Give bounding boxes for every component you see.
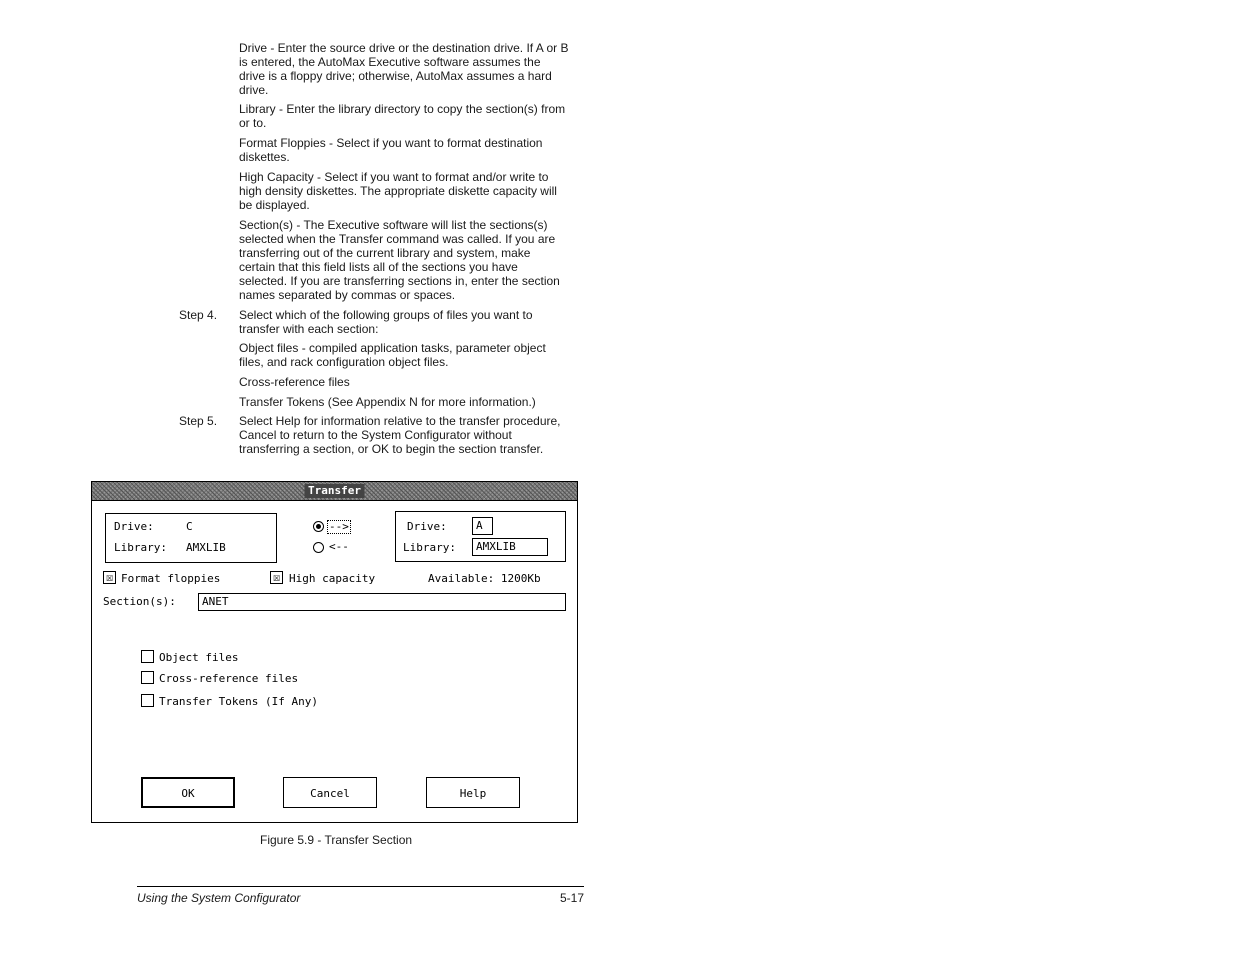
dialog-title: Transfer bbox=[304, 484, 365, 498]
ok-button[interactable]: OK bbox=[141, 777, 235, 808]
high-capacity-label[interactable]: High capacity bbox=[289, 572, 376, 585]
cancel-button[interactable]: Cancel bbox=[283, 777, 377, 808]
library-description: Library - Enter the library directory to copy the section(s) from or to. bbox=[239, 102, 566, 130]
source-library-value: AMXLIB bbox=[186, 541, 226, 554]
cross-reference-files-label[interactable]: Cross-reference files bbox=[159, 672, 299, 685]
footer-chapter-title: Using the System Configurator bbox=[137, 891, 301, 905]
source-group bbox=[105, 513, 277, 563]
high-capacity-checkbox[interactable]: ☒ bbox=[270, 571, 283, 584]
sections-description: Section(s) - The Executive software will list the sections(s) selected when the Transfer command was called. If you are transferring out of the current library and system, make certain that this field lists all of the sections you have selected. If you are transferring sections in, enter the section names separated by commas or spaces. bbox=[239, 218, 560, 302]
object-files-checkbox[interactable] bbox=[141, 650, 154, 663]
footer-rule bbox=[137, 886, 584, 887]
step-4-label: Step 4. bbox=[179, 308, 218, 322]
destination-drive-input[interactable]: A bbox=[472, 517, 493, 535]
high-capacity-description: High Capacity - Select if you want to format and/or write to high density diskettes. The appropriate diskette capacity will be displayed. bbox=[239, 170, 557, 212]
format-floppies-label[interactable]: Format floppies bbox=[121, 572, 221, 585]
sections-input[interactable]: ANET bbox=[198, 593, 566, 611]
destination-drive-label: Drive: bbox=[407, 520, 447, 533]
destination-library-input[interactable]: AMXLIB bbox=[472, 538, 548, 556]
direction-forward-label[interactable]: --> bbox=[329, 520, 349, 533]
cross-reference-description: Cross-reference files bbox=[239, 375, 350, 389]
drive-description: Drive - Enter the source drive or the destination drive. If A or B is entered, the AutoMax Executive software assumes the drive is a floppy drive; otherwise, AutoMax assumes a hard drive. bbox=[239, 41, 569, 97]
direction-forward-radio[interactable] bbox=[313, 521, 324, 532]
direction-backward-radio[interactable] bbox=[313, 542, 324, 553]
format-floppies-checkbox[interactable]: ☒ bbox=[103, 571, 116, 584]
step-4-text: Select which of the following groups of files you want to transfer with each section: bbox=[239, 308, 533, 336]
direction-backward-label[interactable]: <-- bbox=[329, 540, 349, 553]
object-files-label[interactable]: Object files bbox=[159, 651, 239, 664]
step-5-label: Step 5. bbox=[179, 414, 218, 428]
cross-reference-files-checkbox[interactable] bbox=[141, 671, 154, 684]
transfer-tokens-checkbox[interactable] bbox=[141, 694, 154, 707]
destination-library-label: Library: bbox=[403, 541, 456, 554]
source-library-label: Library: bbox=[114, 541, 167, 554]
source-drive-value: C bbox=[186, 520, 193, 533]
transfer-tokens-description: Transfer Tokens (See Appendix N for more information.) bbox=[239, 395, 536, 409]
object-files-description: Object files - compiled application tasks, parameter object files, and rack configuration object files. bbox=[239, 341, 546, 369]
transfer-dialog bbox=[91, 481, 578, 823]
page-number: 5-17 bbox=[559, 891, 584, 905]
source-drive-label: Drive: bbox=[114, 520, 154, 533]
step-5-text: Select Help for information relative to the transfer procedure, Cancel to return to the System Configurator without transferring a section, or OK to begin the section transfer. bbox=[239, 414, 561, 456]
sections-label: Section(s): bbox=[103, 595, 176, 608]
destination-group bbox=[395, 511, 566, 562]
help-button[interactable]: Help bbox=[426, 777, 520, 808]
figure-caption: Figure 5.9 - Transfer Section bbox=[260, 833, 413, 847]
available-capacity: Available: 1200Kb bbox=[428, 572, 541, 585]
dialog-titlebar bbox=[92, 482, 577, 501]
format-floppies-description: Format Floppies - Select if you want to format destination diskettes. bbox=[239, 136, 543, 164]
transfer-tokens-label[interactable]: Transfer Tokens (If Any) bbox=[159, 695, 318, 708]
